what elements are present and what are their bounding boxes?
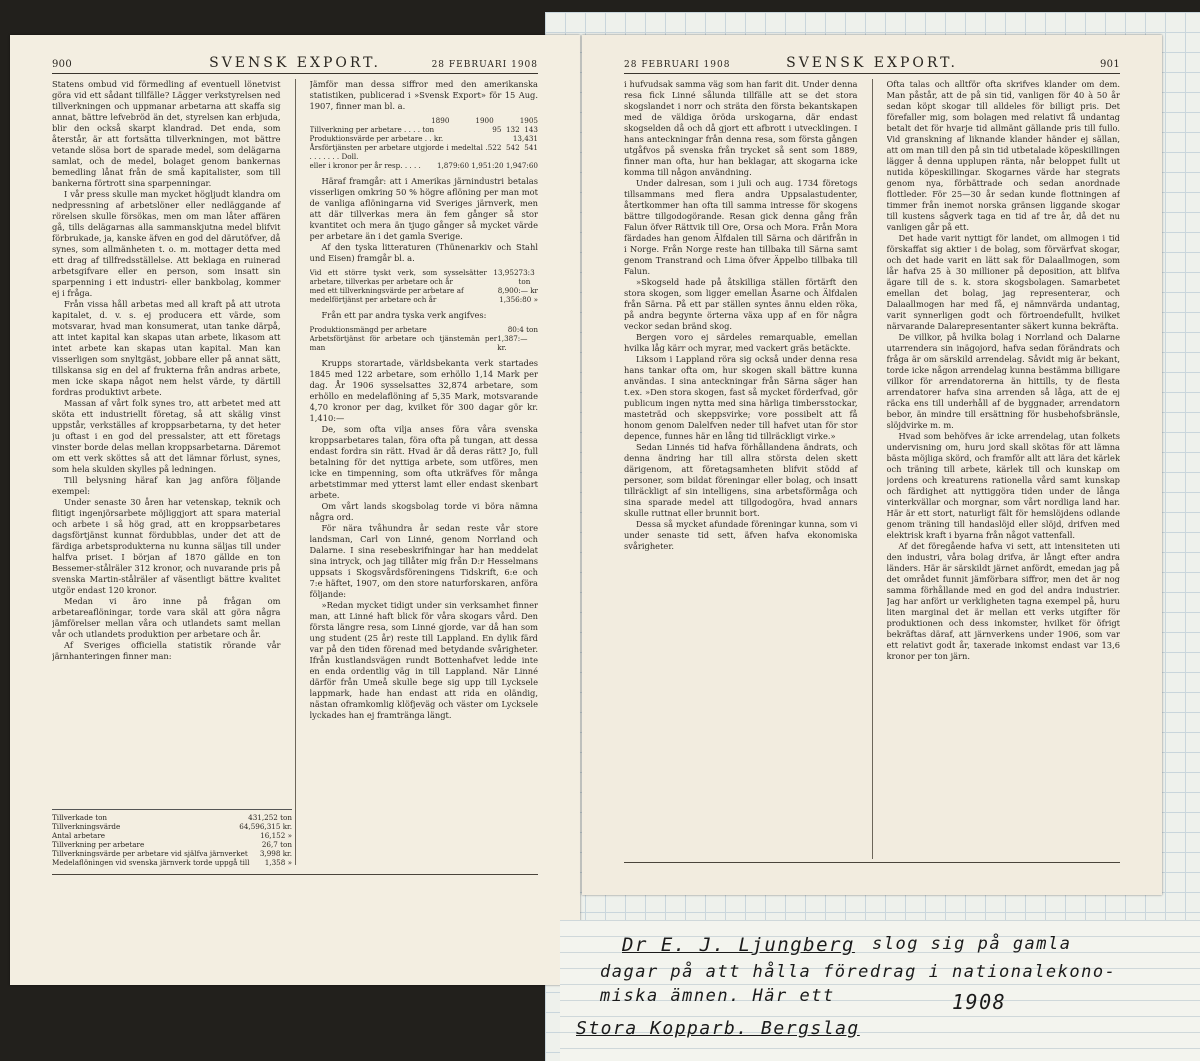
table-cell: med ett tillverkningsvärde per arbetare af [309, 286, 464, 295]
table-cell: medelförtjänst per arbetare och år [309, 295, 437, 304]
table-row [310, 143, 539, 161]
newspaper-page-left [10, 35, 580, 985]
table-cell: 1,879:60 [436, 161, 470, 170]
table-cell: 16,152 » [260, 831, 292, 840]
paragraph: Ofta talas och alltför ofta skrifves klander om dem. Man påstår, att de på sin tid, vanligen för 40 à 50 år sedan köpt skogar till alldeles för billigt pris. Det förefaller mig, som bolagen med relativt få undantag betalt det för hvarje tid allmänt gällande pris till fullo. Vid granskning af liknande klander händer ej sällan, att om man till den på sin tid utbetalade köpeskillingen lägger å denna upplupen ränta, når beloppet fullt ut nutida köpeskillingar. Skogarnes värde har stegrats genom nya, förbättrade och sedan anordnade flottleder. För 25—30 år sedan kunde flottningen af timmer från inemot norska gränsen liggande skogar till kustens sågverk taga en tid af tre år, då det nu vanligen går på ett. [886, 79, 1120, 232]
paragraph: Dessa så mycket afundade föreningar kunna, som vi under senaste tid sett, äfven hafva ekonomiska svårigheter. [624, 519, 858, 551]
paragraph: Statens ombud vid förmedling af eventuell lönetvist göra vid ett sådant tillfälle? Lägger verkstyrelsen ned tillverkningen och uppmanar arbetarna att skaffa sig annat, bättre lefvebröd än det, styrelsen kan erbjuda, blir den också skarpt klandrad. Det enda, som återstår, är att fortsätta tillverkningen, mot bättre vetande slösa bort de sparade medel, som delägarna samlat, och de medel, bolaget genom bankernas bemedling lånat från de små kapitalister, som till bankerna förtrott sina sparpenningar. [52, 79, 281, 188]
column-left-1 [52, 79, 281, 865]
table-row [310, 134, 539, 143]
table-cell: Produktionsmängd per arbetare [309, 325, 427, 334]
table-rule [52, 809, 292, 810]
table-cell: Tillverkade ton [52, 813, 108, 822]
table-cell: 26,7 ton [261, 840, 292, 849]
note-author: Dr E. J. Ljungberg [622, 934, 855, 956]
table-row [310, 161, 539, 170]
table-cell: 522 [487, 143, 502, 152]
paragraph: Hvad som behöfves är icke arrendelag, utan folkets undervisning om, huru jord skall skötas för att lämna bästa möjliga skörd, och framför allt att lära det kärlek och träning till arbete, kärlek till och kunskap om jordens och kreaturens rationella vård samt kunskap och färdighet att nyttiggöra tiden under de långa vinterkvällar och morgnar, som vårt nordliga land har. Här är ett stort, naturligt fält för hemslöjdens odlande genom träning till handaslöjd eller slöjd, drifven med elektrisk kraft i byarna från något vattenfall. [886, 431, 1120, 540]
paragraph: I vår press skulle man mycket högljudt klandra om nedpressning af arbetslöner eller nedläggande af rörelsen skulle försökas, men om man låter affären gå, tills delägarnas alla sammanskjutna medel blifvit förbrukade, ja, kanske äfven en god del därutöfver, då synes, som allmänheten t. o. m. mottager detta med ett drag af tillfredsställelse. Att beklaga en ruinerad arbetsgifvare eller en person, som insatt sin sparpenning i ett industri- eller bankbolag, kommer ej i fråga. [52, 189, 281, 298]
handwritten-note [560, 920, 1200, 1061]
table-cell: 1,951:20 [471, 161, 504, 170]
paragraph: Från vissa håll arbetas med all kraft på att utrota kapitalet, d. v. s. ej producera ett värde, som motsvarar, hvad man konsumerat, utan tanke därpå, att intet kapital kan skapas utan arbete, likasom att intet arbete kan skapas utan kapital. Man kan visserligen som snyltgäst, jobbare eller på annat sätt, tillskansa sig en del af frukterna från andras arbete, men icke skapa något nem helst värde, ty därtill fordras produktivt arbete. [52, 299, 281, 397]
column-divider [872, 79, 873, 859]
column-divider [295, 79, 296, 865]
table-cell: Tillverkning per arbetare [52, 840, 145, 849]
page-number: 901 [1100, 59, 1120, 70]
paragraph: Liksom i Lappland röra sig också under denna resa hans tankar ofta om, hur skogen skall bättre kunna användas. I sina anteckningar från Särna säger han t.ex. »Den stora skogen, fast så mycket förderfvad, gör publicum ingen nytta med sina härliga timbersstockar, masteträd och skeppsvirke; vore possibelt att få honom genom Dalelfven neder till hafvet utan för stor depence, funnes här en lång tid tillräckligt virke.» [624, 354, 858, 441]
table-row [52, 849, 292, 858]
table-cell: Årsförtjänsten per arbetare utgjorde i medeltal . . . . . . . . Doll. [309, 143, 488, 161]
table-cell: Produktionsvärde per arbetare . . kr. [309, 134, 444, 143]
paragraph: Från ett par andra tyska verk angifves: [321, 310, 487, 320]
table-cell: Tillverkningsvärde [52, 822, 121, 831]
table-row [52, 813, 292, 822]
masthead-title: SVENSK EXPORT. [209, 55, 381, 71]
table-row [52, 858, 292, 867]
masthead-date: 28 FEBRUARI 1908 [624, 60, 731, 70]
paragraph: Häraf framgår: att i Amerikas järnindustri betalas visserligen omkring 50 % högre aflöning per man mot de vanliga aflöningarna vid Sveriges järnverk, men att där tillverkas mera än fem gånger så stor kvantitet och mera än tjugo gånger så mycket värde per arbetare än i det gamla Sverige. [309, 176, 538, 241]
table-row [52, 840, 292, 849]
paragraph: Medan vi äro inne på frågan om arbetareaflöningar, torde vara skäl att göra några jämförelser mellan våra och utlandets samt mellan vår och utlandets produktion per arbetare och år. [52, 596, 281, 639]
table-row [310, 125, 539, 134]
table-cell: 132 [505, 125, 520, 134]
table-cell: 95 [492, 125, 502, 134]
paragraph: Under senaste 30 åren har vetenskap, teknik och flitigt ingenjörsarbete möjliggjort att spara material och arbete i så hög grad, att en kroppsarbetares dagsförtjänst kunnat fördubblas, under det att de färdiga arbetsprodukterna nu kunna säljas till under halfva priset. I början af 1870 gällde en ton Bessemer-stålräler 312 kronor, och nuvarande pris på svenska Martin-stålräler af väsentligt bättre kvalitet utgör endast 120 kronor. [52, 497, 281, 595]
paragraph: Om vårt lands skogsbolag torde vi böra nämna några ord. [309, 501, 538, 522]
paragraph: Till belysning häraf kan jag anföra följande exempel: [52, 475, 281, 496]
note-year: 1908 [952, 990, 1007, 1014]
paragraph: Det hade varit nyttigt för landet, om allmogen i tid förskaffat sig aktier i de bolag, som förvärfvat skogar, och det hade varit en lätt sak för Dalaallmogen, som lår hafva 25 à 30 millioner på deposition, att blifva ägare till de s. k. stora skogsbolagen. Samarbetet emellan det bolag, jag representerar, och Dalaallmogen har med få, ej nämnvärda undantag, varit synnerligen godt och förtroendefullt, hvilket närvarande Dalarepresentanter säkert kunna bekräfta. [886, 233, 1120, 331]
table-row [310, 325, 539, 334]
paragraph: Massan af vårt folk synes tro, att arbetet med att sköta ett industriellt företag, så att skälig vinst uppstår, verkställes af kroppsarbetarna, ty det heter ju oftast i en god del pressalster, att ett företags vinster borde delas mellan kroppsarbetarna. Däremot om ett verk sköttes så att det lämnar förlust, synes, som hela skulden skylles på ledningen. [52, 398, 281, 474]
table-cell: 64,596,315 kr. [239, 822, 292, 831]
note-company: Stora Kopparb. Bergslag [576, 1018, 860, 1039]
stats-table-us [310, 116, 539, 170]
stats-table-sweden [52, 809, 292, 867]
table-cell: 143 [524, 125, 538, 134]
paragraph: De villkor, på hvilka bolag i Norrland och Dalarne utarrendera sin inägojord, hafva sedan förändrats och fråga är om särskild arrendelag. Såvidt mig är bekant, torde icke någon arrendelag kunna bestämma billigare villkor för arrendatorerna än hittills, ty de flesta arrendatorer hafva sina arrenden så låga, att de ej räcka ens till underhåll af de byggnader, arrendatorn bebor, än mindre till ersättning för husbehofsbränsle, slöjdvirke m. m. [886, 332, 1120, 430]
page-number: 900 [52, 59, 72, 70]
paragraph: i hufvudsak samma väg som han farit dit. Under denna resa fick Linné sålunda tillfälle att se det stora skogslandet i norr och sträta den första bekantskapen med de väldiga öröda urskogarna, där endast skogselden då och då gjort ett afbrott i utvecklingen. I hans anteckningar från denna resa, som första gången utgåfvos på svenska från trycket så sent som 1889, finner man ofta, hur han beklagar, att skogarna icke komma till någon användning. [624, 79, 858, 177]
paragraph: Jämför man dessa siffror med den amerikanska statistiken, publicerad i »Svensk Export» för 15 Aug. 1907, finner man bl. a. [309, 79, 538, 111]
table-row [310, 286, 539, 295]
note-line: dagar på att hålla föredrag i nationalekono- [600, 962, 1117, 982]
note-line: slog sig på gamla [872, 934, 1072, 954]
paragraph: Af den tyska litteraturen (Thünenarkiv och Stahl und Eisen) framgår bl. a. [309, 242, 538, 263]
masthead-title: SVENSK EXPORT. [786, 55, 958, 71]
paragraph: För nära tvåhundra år sedan reste vår store landsman, Carl von Linné, genom Norrland och Dalarne. I sina resebeskrifningar har han meddelat sina intryck, och jag tillåter mig från D:r Hesselmans uppsats i Skogsvårdsföreningens Tidskrift, 6:e och 7:e häftet, 1907, om den store naturforskaren, anföra följande: [309, 523, 538, 599]
table-cell: 541 [524, 143, 538, 152]
bottom-rule [52, 874, 538, 875]
table-cell: 542 [505, 143, 520, 152]
paragraph: Bergen voro ej särdeles remarquable, emellan hvilka låg kärr och myrar, med vackert gräs betäckte. [624, 332, 858, 353]
table-cell: Antal arbetare [52, 831, 106, 840]
table-row [52, 822, 292, 831]
table-header-cell: 1900 [475, 116, 494, 125]
column-right-2 [887, 79, 1121, 859]
table-cell: Tillverkningsvärde per arbetare vid själfva järnverket [52, 849, 248, 858]
paragraph: Af Sveriges officiella statistik rörande vår järnhanteringen finner man: [52, 640, 281, 661]
newspaper-page-right [582, 35, 1162, 895]
table-cell: Medelaflöningen vid svenska järnverk torde uppgå till [52, 858, 250, 867]
table-cell: 1,947:60 [505, 161, 538, 170]
note-line: miska ämnen. Här ett [600, 986, 835, 1006]
paragraph: »Redan mycket tidigt under sin verksamhet finner man, att Linné haft blick för våra skogars vård. Den första längre resa, som Linné gjorde, var då han som ung student (25 år) reste till Lappland. En dylik färd var på den tiden förenad med betydande svårigheter. Ifrån kustlandsvägen rundt Bottenhafvet ledde inte en enda ordentlig väg in till Lappland. När Linné därför från Umeå skulle bege sig upp till Lycksele lappmark, hade han endast att rida en oländig, nästan oframkomlig klöfjeväg och väster om Lycksele lyckades han ej framtränga längt. [309, 600, 538, 720]
table-cell: 80:4 ton [507, 325, 538, 334]
column-right-1 [624, 79, 858, 859]
bottom-rule [624, 862, 1120, 863]
paragraph: Af det föregående hafva vi sett, att intensiteten uti den industri, våra bolag drifva, är långt efter andra länders. Här är särskildt järnet anfördt, emedan jag på det området funnit jämförbara siffror, men det är nog samma förhållande med en god del andra industrier. Jag har anfört ur verkligheten tagna exempel på, huru liten marginal det är mellan ett verks utgifter för produktionen och dess inkomster, hvilket för öfrigt bekräftas däraf, att järnverkens under 1906, som var ett relativt godt år, taxerade inkomst endast var 13,6 kronor per ton järn. [886, 541, 1120, 661]
table-cell: Vid ett större tyskt verk, som sysselsätter 13,952 arbetare, tillverkas per arbetare och år [309, 268, 519, 286]
masthead-date: 28 FEBRUARI 1908 [431, 60, 538, 70]
masthead-right [624, 53, 1120, 74]
table-cell: 13,431 [512, 134, 538, 143]
table-row [310, 334, 539, 352]
paragraph: Sedan Linnés tid hafva förhållandena ändrats, och denna ändring har till allra största delen skett därigenom, att företagsamheten blifvit stödd af personer, som bildat föreningar eller bolag, och insatt tillräckligt af sin intelligens, sina arbetsförmåga och sina sparade medel att tillgodogöra, hvad annars skulle ruttnat eller brunnit bort. [624, 442, 858, 518]
table-cell: 3,998 kr. [259, 849, 292, 858]
table-header-cell: 1905 [519, 116, 538, 125]
table-cell: 431,252 ton [248, 813, 292, 822]
table-row [310, 295, 539, 304]
paragraph: »Skogseld hade på åtskilliga ställen förtärft den stora skogen, som ligger emellan Åsarne och Älfdalen från Särna. På ett par ställen syntes ännu elden röka, på andra begynte örterna växa upp af en för några veckor sedan bränd skog. [624, 277, 858, 331]
table-header-cell: 1890 [431, 116, 450, 125]
table-cell: Tillverkning per arbetare . . . . ton [309, 125, 435, 134]
stats-table-de2 [310, 325, 539, 352]
paragraph: Krupps storartade, världsbekanta verk startades 1845 med 122 arbetare, som erhöllo 1,14 Mark per dag. År 1906 sysselsattes 32,874 arbetare, som erhöllo en medelaflöning af 5,35 Mark, motsvarande 4,70 kronor per dag, kvilket för 300 dagar gör kr. 1,410:— [309, 358, 538, 423]
table-row [310, 268, 539, 286]
table-cell: eller i kronor per år resp. . . . . [309, 161, 421, 170]
table-row [52, 831, 292, 840]
table-cell: 1,356:80 » [499, 295, 538, 304]
stats-table-de [310, 268, 539, 304]
table-cell: 73:3 ton [518, 268, 535, 286]
paragraph: De, som ofta vilja anses föra våra svenska kroppsarbetares talan, föra ofta på tungan, att dessa endast fordra sin rätt. Hvad är då deras rätt? Jo, full betalning för det nyttiga arbete, som utföres, men icke en timpenning, som ofta utkräfves för många arbetstimmar med ytterst lamt eller endast skenbart arbete. [309, 424, 538, 500]
table-cell: 1,387:— kr. [497, 334, 528, 352]
column-left-2 [310, 79, 539, 865]
table-cell: 1,358 » [264, 858, 292, 867]
table-cell: Arbetsförtjänst för arbetare och tjänstemän per man [309, 334, 498, 352]
masthead-left [52, 53, 538, 74]
paragraph: Under dalresan, som i juli och aug. 1734 företogs tillsammans med flera andra Uppsalastudenter, återtkommer han ofta till samma intresse för skogens bättre tillgodogörande. Resan gick denna gång från Falun öfver Rättvik till Ore, Orsa och Mora. Från Mora färdades han genom Älfdalen till Särna och därifrån in i Norge. Från Norge reste han tillbaka till Särna samt genom Transtrand och Lima öfver Äppelbo tillbaka till Falun. [624, 178, 858, 276]
table-cell: 8,900:— kr [497, 286, 538, 295]
